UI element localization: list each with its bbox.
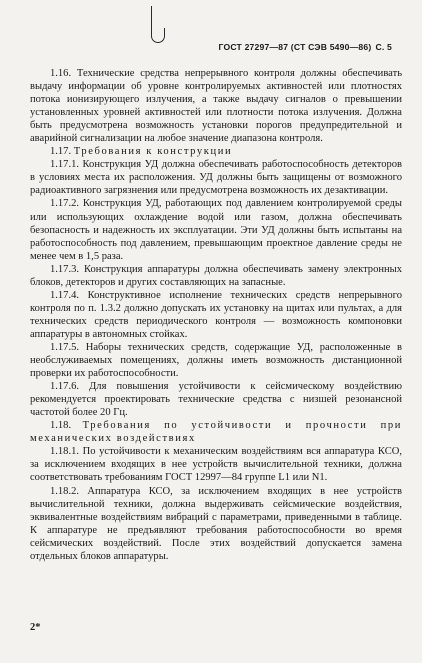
paragraph-1-17-3: 1.17.3. Конструкция аппаратуры должна обеспечивать замену электронных блоков, детекторов и других составляющих на запасные. [30,263,402,288]
paragraph-1-16: 1.16. Технические средства непрерывного контроля должны обеспечивать выдачу информации об уровне контролируемых активностей или плотностях потока ионизирующего излучения, а также выдачу сигналов о превышении установленных уровней активностей или плотности потока излучения. Должна быть предусмотрена возможность установки порогов предупредительной и аварийной сигнализации на любое значение диапазона контроля. [30,68,402,145]
paragraph-1-17-4: 1.17.4. Конструктивное исполнение технических средств непрерывного контроля по п. 1.3.2 должно допускать их установку на щитах или пультах, а для технических средств периодического контроля — возможность компоновки аппаратуры в автономных стойках. [30,289,402,340]
paragraph-1-17-2: 1.17.2. Конструкция УД, работающих под давлением контролируемой среды или использующих охлаждение водой или газом, должна обеспечивать безопасность и надежность их эксплуатации. Эти УД должны быть испытаны на работоспособность под давлением, превышающим проектное давление среды не менее чем в 1,5 раза. [30,198,402,262]
section-title: Требования к конструкции [73,146,233,158]
section-heading-1-17 [30,145,402,158]
paragraph-1-18-1: 1.18.1. По устойчивости к механическим воздействиям вся аппаратура КСО, за исключением входящих в нее устройств вычислительной техники, должна соответствовать требованиям ГОСТ 12997—84 группе L1 или N1. [30,446,402,484]
section-number: 1.17. [50,146,72,158]
punch-mark-icon [151,28,165,43]
running-header [219,42,393,52]
paragraph-1-17-5: 1.17.5. Наборы технических средств, содержащие УД, расположенные в необслуживаемых помещениях, должны иметь возможность дистанционной проверки их работоспособности. [30,341,402,380]
paragraph-1-17-1: 1.17.1. Конструкция УД должна обеспечивать работоспособность детекторов в условиях места их расположения. УД должны быть защищены от возможного радиоактивного загрязнения или предусмотрена возможность их дезактивации. [30,159,402,197]
section-title: Требования по устойчивости и прочности при механических воздействиях [30,420,402,445]
page-number: С. 5 [375,42,392,52]
paragraph-1-17-6: 1.17.6. Для повышения устойчивости к сейсмическому воздействию рекомендуется проектировать технические средства с низшей резонансной частотой более 20 Гц. [30,381,402,419]
paragraph-1-18-2: 1.18.2. Аппаратура КСО, за исключением входящих в нее устройств вычислительной техники, должна выдерживать сейсмические воздействия, эквивалентные воздействиям вибраций с параметрами, приведенными в таблице. К аппаратуре не предъявляют требования работоспособности во время сейсмических воздействий. После этих воздействий допускается замена отдельных блоков аппаратуры. [30,485,402,562]
section-number: 1.18. [50,420,72,432]
signature-mark: 2* [30,622,41,633]
document-body [30,67,402,563]
section-heading-1-18 [30,419,402,445]
standard-reference: ГОСТ 27297—87 (СТ СЭВ 5490—86) [218,42,372,52]
